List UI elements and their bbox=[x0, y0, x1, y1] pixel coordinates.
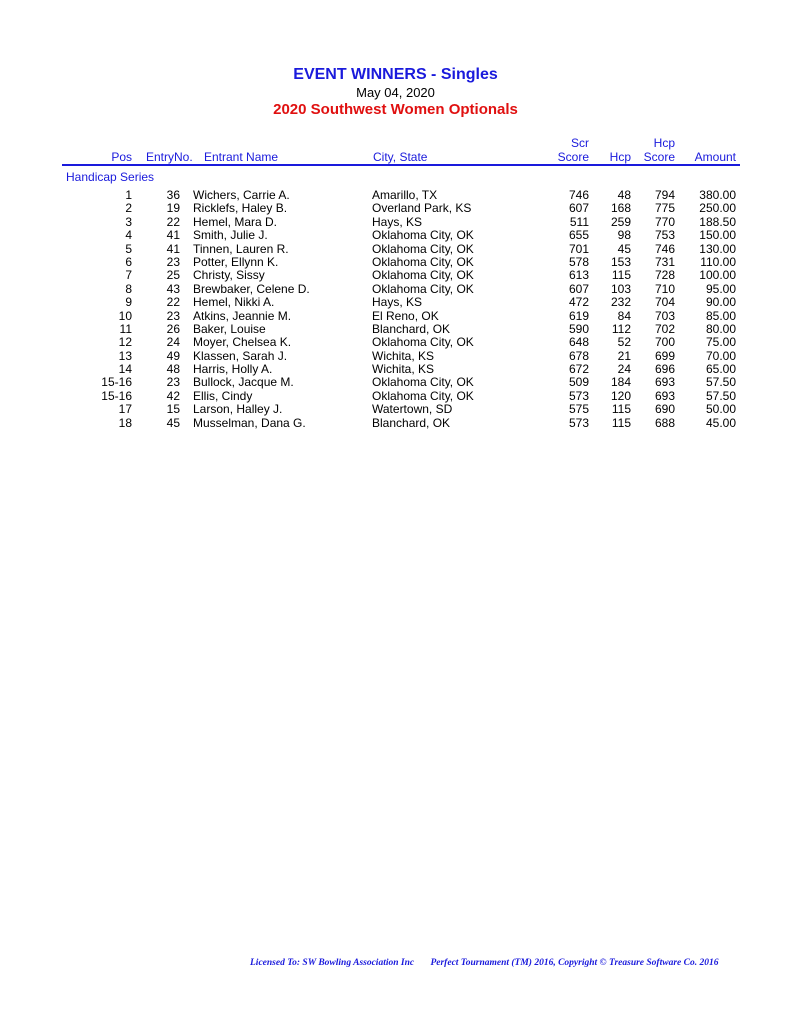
cell-name: Ellis, Cindy bbox=[193, 388, 253, 403]
col-scr-top: Scr bbox=[571, 136, 589, 150]
cell-scr: 607 bbox=[568, 201, 589, 216]
cell-hcp: 103 bbox=[610, 281, 631, 296]
header-divider bbox=[62, 164, 740, 166]
cell-scr: 746 bbox=[568, 188, 589, 202]
cell-amount: 65.00 bbox=[705, 362, 736, 377]
cell-name: Musselman, Dana G. bbox=[193, 415, 306, 430]
section-label: Handicap Series bbox=[66, 170, 155, 184]
cell-city: Blanchard, OK bbox=[372, 415, 451, 430]
table-row bbox=[0, 189, 791, 202]
cell-name: Larson, Halley J. bbox=[193, 402, 283, 417]
cell-hscore: 703 bbox=[654, 308, 675, 323]
cell-amount: 80.00 bbox=[705, 321, 736, 336]
cell-scr: 701 bbox=[568, 241, 589, 256]
cell-hcp: 45 bbox=[617, 241, 631, 256]
cell-city: Watertown, SD bbox=[372, 402, 453, 417]
cell-hcp: 48 bbox=[617, 188, 631, 202]
cell-hcp: 184 bbox=[610, 375, 631, 390]
cell-hscore: 702 bbox=[654, 321, 675, 336]
cell-hcp: 120 bbox=[610, 388, 631, 403]
cell-entry: 24 bbox=[166, 335, 180, 350]
cell-pos: 14 bbox=[118, 362, 132, 377]
col-hcp-score-top: Hcp bbox=[653, 136, 675, 150]
cell-amount: 45.00 bbox=[705, 415, 736, 430]
report-title: EVENT WINNERS - Singles bbox=[293, 66, 498, 83]
cell-hscore: 696 bbox=[654, 362, 675, 377]
cell-city: Oklahoma City, OK bbox=[372, 228, 474, 243]
cell-pos: 12 bbox=[118, 335, 132, 350]
cell-entry: 49 bbox=[166, 348, 180, 363]
table-row bbox=[0, 376, 791, 389]
footer-copyright: Perfect Tournament (TM) 2016, Copyright © Treasure Software Co. 2016 bbox=[430, 958, 719, 968]
cell-amount: 188.50 bbox=[699, 214, 736, 229]
cell-hcp: 21 bbox=[617, 348, 631, 363]
cell-pos: 2 bbox=[125, 201, 132, 216]
cell-city: Oklahoma City, OK bbox=[372, 388, 474, 403]
cell-pos: 15-16 bbox=[101, 375, 132, 390]
cell-pos: 3 bbox=[125, 214, 132, 229]
cell-hscore: 728 bbox=[654, 268, 675, 283]
cell-city: Oklahoma City, OK bbox=[372, 241, 474, 256]
cell-city: Oklahoma City, OK bbox=[372, 335, 474, 350]
cell-name: Tinnen, Lauren R. bbox=[193, 241, 289, 256]
cell-hcp: 232 bbox=[610, 295, 631, 310]
cell-city: Overland Park, KS bbox=[372, 201, 472, 216]
cell-amount: 250.00 bbox=[699, 201, 736, 216]
cell-amount: 130.00 bbox=[699, 241, 736, 256]
cell-city: Oklahoma City, OK bbox=[372, 375, 474, 390]
cell-entry: 19 bbox=[166, 201, 180, 216]
table-row bbox=[0, 336, 791, 349]
table-row bbox=[0, 256, 791, 269]
cell-scr: 678 bbox=[568, 348, 589, 363]
cell-hscore: 693 bbox=[654, 375, 675, 390]
cell-hcp: 84 bbox=[617, 308, 631, 323]
cell-scr: 575 bbox=[568, 402, 589, 417]
cell-scr: 613 bbox=[568, 268, 589, 283]
cell-scr: 619 bbox=[568, 308, 589, 323]
cell-amount: 90.00 bbox=[705, 295, 736, 310]
cell-pos: 13 bbox=[118, 348, 132, 363]
cell-name: Atkins, Jeannie M. bbox=[193, 308, 292, 323]
cell-name: Brewbaker, Celene D. bbox=[193, 281, 310, 296]
table-row bbox=[0, 417, 791, 430]
cell-scr: 472 bbox=[568, 295, 589, 310]
table-row bbox=[0, 283, 791, 296]
cell-amount: 57.50 bbox=[705, 388, 736, 403]
cell-amount: 150.00 bbox=[699, 228, 736, 243]
cell-hcp: 115 bbox=[611, 402, 631, 417]
cell-amount: 57.50 bbox=[705, 375, 736, 390]
cell-amount: 95.00 bbox=[705, 281, 736, 296]
col-hcp-score-bottom: Score bbox=[643, 150, 675, 164]
cell-pos: 4 bbox=[125, 228, 132, 243]
col-scr-bottom: Score bbox=[557, 150, 589, 164]
cell-name: Bullock, Jacque M. bbox=[193, 375, 294, 390]
cell-hscore: 693 bbox=[654, 388, 675, 403]
cell-hcp: 52 bbox=[617, 335, 631, 350]
col-amount: Amount bbox=[694, 150, 736, 164]
footer-license: Licensed To: SW Bowling Association Inc bbox=[250, 958, 415, 968]
cell-name: Ricklefs, Haley B. bbox=[193, 201, 288, 216]
cell-name: Harris, Holly A. bbox=[193, 362, 273, 377]
cell-hscore: 690 bbox=[654, 402, 675, 417]
cell-entry: 36 bbox=[166, 188, 180, 202]
cell-amount: 380.00 bbox=[699, 188, 736, 202]
cell-scr: 509 bbox=[568, 375, 589, 390]
cell-scr: 655 bbox=[568, 228, 589, 243]
table-row bbox=[0, 229, 791, 242]
cell-pos: 15-16 bbox=[101, 388, 132, 403]
col-name: Entrant Name bbox=[204, 150, 279, 164]
cell-hscore: 699 bbox=[654, 348, 675, 363]
cell-pos: 9 bbox=[125, 295, 132, 310]
cell-pos: 11 bbox=[119, 321, 132, 336]
cell-amount: 70.00 bbox=[705, 348, 736, 363]
cell-entry: 43 bbox=[166, 281, 180, 296]
table-row bbox=[0, 350, 791, 363]
results-table bbox=[0, 189, 791, 430]
cell-scr: 607 bbox=[568, 281, 589, 296]
table-row bbox=[0, 216, 791, 229]
cell-name: Potter, Ellynn K. bbox=[193, 254, 279, 269]
table-row bbox=[0, 296, 791, 309]
cell-hcp: 98 bbox=[617, 228, 631, 243]
cell-city: Hays, KS bbox=[372, 295, 423, 310]
cell-entry: 41 bbox=[166, 228, 180, 243]
table-row bbox=[0, 403, 791, 416]
col-hcp: Hcp bbox=[609, 150, 631, 164]
cell-name: Moyer, Chelsea K. bbox=[193, 335, 292, 350]
col-entry: EntryNo. bbox=[146, 150, 193, 164]
cell-hscore: 794 bbox=[654, 188, 675, 202]
cell-scr: 573 bbox=[568, 388, 589, 403]
cell-hscore: 700 bbox=[654, 335, 675, 350]
cell-pos: 8 bbox=[125, 281, 132, 296]
cell-city: Blanchard, OK bbox=[372, 321, 451, 336]
col-pos: Pos bbox=[111, 150, 132, 164]
cell-amount: 110.00 bbox=[700, 254, 736, 269]
cell-entry: 23 bbox=[166, 375, 180, 390]
cell-hscore: 753 bbox=[654, 228, 675, 243]
cell-hcp: 115 bbox=[611, 415, 631, 430]
cell-entry: 15 bbox=[166, 402, 180, 417]
cell-name: Hemel, Nikki A. bbox=[193, 295, 275, 310]
cell-entry: 22 bbox=[166, 295, 180, 310]
cell-pos: 17 bbox=[118, 402, 132, 417]
cell-entry: 23 bbox=[166, 308, 180, 323]
cell-scr: 573 bbox=[568, 415, 589, 430]
cell-pos: 10 bbox=[118, 308, 132, 323]
cell-hcp: 115 bbox=[611, 268, 631, 283]
table-row bbox=[0, 310, 791, 323]
cell-entry: 48 bbox=[166, 362, 180, 377]
cell-name: Baker, Louise bbox=[193, 321, 266, 336]
table-row bbox=[0, 323, 791, 336]
cell-entry: 23 bbox=[166, 254, 180, 269]
cell-hscore: 731 bbox=[654, 254, 675, 269]
table-row bbox=[0, 269, 791, 282]
col-city: City, State bbox=[373, 150, 428, 164]
table-row bbox=[0, 202, 791, 215]
cell-hscore: 746 bbox=[654, 241, 675, 256]
cell-pos: 18 bbox=[118, 415, 132, 430]
cell-amount: 85.00 bbox=[705, 308, 736, 323]
cell-amount: 100.00 bbox=[699, 268, 736, 283]
cell-hcp: 153 bbox=[610, 254, 631, 269]
cell-city: Wichita, KS bbox=[372, 362, 435, 377]
cell-pos: 1 bbox=[125, 188, 132, 202]
cell-scr: 511 bbox=[569, 214, 589, 229]
footer bbox=[0, 958, 791, 968]
cell-city: Oklahoma City, OK bbox=[372, 254, 474, 269]
cell-hcp: 112 bbox=[611, 321, 631, 336]
cell-city: Wichita, KS bbox=[372, 348, 435, 363]
cell-entry: 25 bbox=[166, 268, 180, 283]
cell-name: Wichers, Carrie A. bbox=[193, 188, 290, 202]
cell-city: Hays, KS bbox=[372, 214, 423, 229]
cell-hcp: 168 bbox=[610, 201, 631, 216]
cell-hscore: 775 bbox=[654, 201, 675, 216]
cell-name: Hemel, Mara D. bbox=[193, 214, 278, 229]
cell-city: Oklahoma City, OK bbox=[372, 281, 474, 296]
cell-pos: 5 bbox=[125, 241, 132, 256]
cell-hscore: 688 bbox=[654, 415, 675, 430]
cell-city: Amarillo, TX bbox=[372, 188, 438, 202]
cell-amount: 75.00 bbox=[705, 335, 736, 350]
cell-hscore: 704 bbox=[654, 295, 675, 310]
table-row bbox=[0, 243, 791, 256]
cell-scr: 648 bbox=[568, 335, 589, 350]
cell-entry: 42 bbox=[166, 388, 180, 403]
cell-hscore: 770 bbox=[654, 214, 675, 229]
cell-hcp: 24 bbox=[617, 362, 631, 377]
cell-scr: 590 bbox=[568, 321, 589, 336]
cell-entry: 41 bbox=[166, 241, 180, 256]
cell-city: El Reno, OK bbox=[372, 308, 439, 323]
cell-entry: 26 bbox=[166, 321, 180, 336]
cell-scr: 578 bbox=[568, 254, 589, 269]
event-name: 2020 Southwest Women Optionals bbox=[273, 101, 518, 118]
cell-scr: 672 bbox=[568, 362, 589, 377]
cell-amount: 50.00 bbox=[705, 402, 736, 417]
cell-hscore: 710 bbox=[654, 281, 675, 296]
cell-name: Christy, Sissy bbox=[193, 268, 265, 283]
cell-pos: 7 bbox=[125, 268, 132, 283]
table-row bbox=[0, 363, 791, 376]
cell-name: Smith, Julie J. bbox=[193, 228, 268, 243]
cell-hcp: 259 bbox=[610, 214, 631, 229]
cell-name: Klassen, Sarah J. bbox=[193, 348, 288, 363]
cell-pos: 6 bbox=[125, 254, 132, 269]
table-row bbox=[0, 390, 791, 403]
cell-entry: 22 bbox=[166, 214, 180, 229]
cell-city: Oklahoma City, OK bbox=[372, 268, 474, 283]
cell-entry: 45 bbox=[166, 415, 180, 430]
report-date: May 04, 2020 bbox=[356, 85, 435, 100]
